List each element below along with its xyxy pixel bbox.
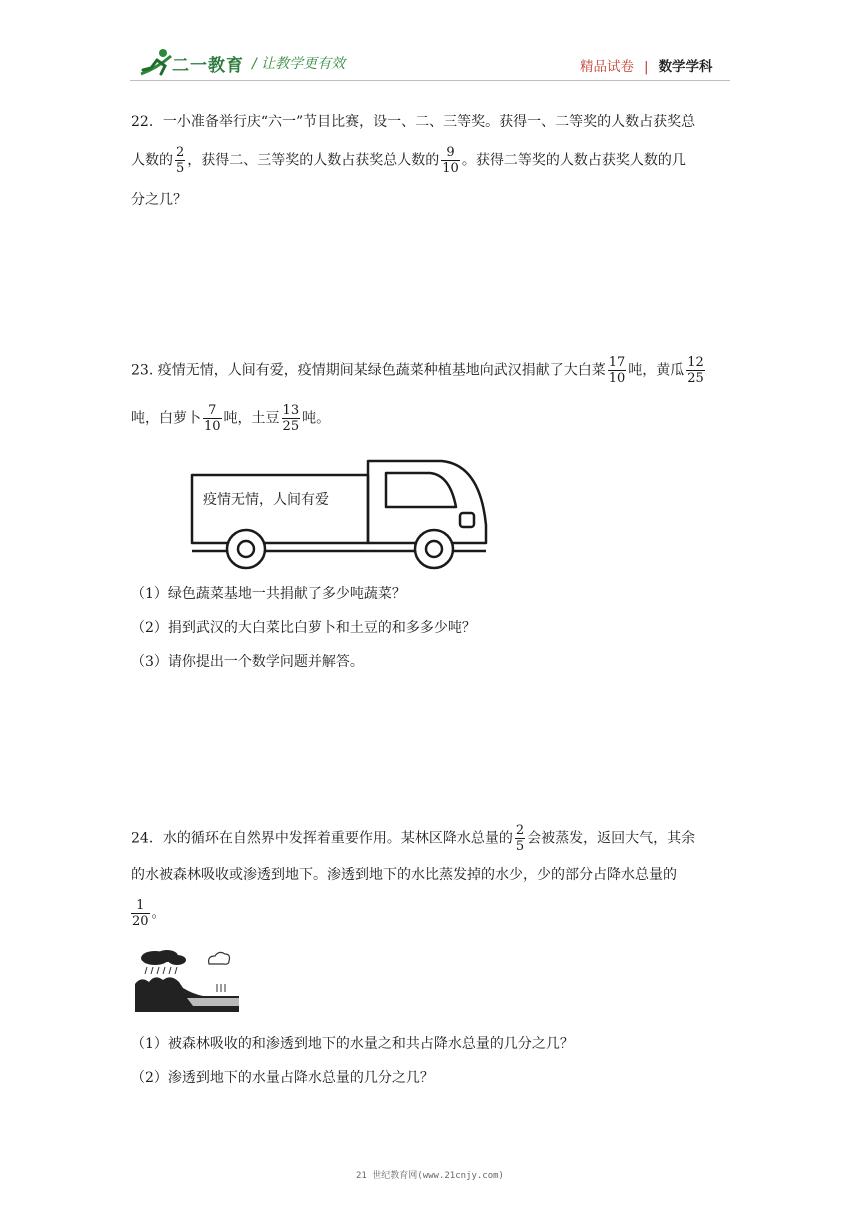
- fraction-numerator: 1: [136, 898, 145, 913]
- q23-text-b: 吨，黄瓜: [628, 362, 685, 379]
- q24-text-a: 24．水的循环在自然界中发挥着重要作用。某林区降水总量的: [131, 830, 513, 847]
- q22-line1: 22．一小准备举行庆“六一”节目比赛，设一、二、三等奖。获得一、二等奖的人数占获奖总: [131, 114, 696, 130]
- logo-text: 二一教育: [172, 56, 244, 76]
- water-surface: [187, 998, 239, 1006]
- rain-drops: [145, 967, 177, 974]
- q22-line3: 分之几？: [131, 192, 187, 208]
- q23-sub3: （3）请你提出一个数学问题并解答。: [131, 654, 364, 670]
- q24-text-b: 会被蒸发，返回大气，其余: [527, 830, 696, 847]
- fraction-numerator: 9: [446, 145, 455, 160]
- fraction-numerator: 2: [176, 145, 185, 160]
- q24-fraction-1-20: [131, 898, 150, 929]
- evaporation-arrows: [217, 984, 225, 992]
- q22-line2: [131, 145, 686, 176]
- q23-fraction-17-10: [608, 355, 627, 386]
- fraction-denominator: 5: [515, 839, 525, 854]
- q22-fraction-9-10: [441, 145, 460, 176]
- q23-line2: [131, 403, 330, 434]
- truck-light: [460, 513, 474, 527]
- q23-sub1: （1）绿色蔬菜基地一共捐献了多少吨蔬菜？: [131, 586, 406, 602]
- q22-text-a: 人数的: [131, 152, 173, 169]
- q24-line2: 的水被森林吸收或渗透到地下。渗透到地下的水比蒸发掉的水少，少的部分占降水总量的: [131, 867, 677, 883]
- forest-ground: [135, 977, 239, 1012]
- fraction-numerator: 12: [687, 355, 704, 370]
- q23-fraction-12-25: [686, 355, 705, 386]
- fraction-numerator: 17: [608, 355, 626, 370]
- q24-text-c: 。: [151, 905, 166, 922]
- q24-line3: [129, 898, 166, 929]
- truck-sign: 疫情无情，人间有爱: [203, 492, 329, 508]
- truck-window: [386, 473, 456, 507]
- cloud-outline-icon: [209, 952, 230, 964]
- fraction-denominator: 10: [608, 371, 626, 386]
- footer: 21 世纪教育网(www.21cnjy.com): [356, 1171, 504, 1181]
- q24-fraction-2-5: [515, 823, 525, 854]
- water-cycle-illustration: [133, 948, 241, 1012]
- truck-wheel-rear: [227, 530, 265, 568]
- q22-fraction-2-5: [175, 145, 185, 176]
- fraction-denominator: 5: [176, 161, 185, 176]
- header-right: [580, 55, 713, 75]
- header-label-quality: 精品试卷: [580, 59, 634, 75]
- q22-text-c: 。获得二等奖的人数占获奖人数的几: [461, 152, 686, 169]
- q23-text-d: 吨，土豆: [223, 410, 280, 427]
- fraction-numerator: 7: [208, 403, 217, 418]
- q23-fraction-13-25: [282, 403, 301, 434]
- fraction-denominator: 25: [687, 371, 704, 386]
- fraction-numerator: 13: [282, 403, 300, 418]
- q23-text-e: 吨。: [302, 410, 331, 427]
- q23-line1: [131, 355, 707, 386]
- truck-illustration: [190, 455, 490, 573]
- header-separator: |: [644, 59, 649, 75]
- q23-text-c: 吨，白萝卜: [131, 410, 201, 427]
- fraction-denominator: 25: [282, 419, 300, 434]
- rain-cloud-icon: [141, 950, 186, 965]
- q22-text-b: ，获得二、三等奖的人数占获奖总人数的: [187, 152, 440, 169]
- slogan: / 让教学更有效: [252, 56, 346, 72]
- q24-sub1: （1）被森林吸收的和渗透到地下的水量之和共占降水总量的几分之几？: [131, 1036, 574, 1052]
- fraction-numerator: 2: [515, 823, 525, 838]
- q24-sub2: （2）渗透到地下的水量占降水总量的几分之几？: [131, 1070, 434, 1086]
- q23-fraction-7-10: [203, 403, 222, 434]
- q24-line1: [131, 823, 695, 854]
- header-divider: [130, 80, 730, 81]
- q23-text-a: 23. 疫情无情，人间有爱，疫情期间某绿色蔬菜种植基地向武汉捐献了大白菜: [131, 362, 606, 379]
- fraction-denominator: 10: [204, 419, 221, 434]
- fraction-denominator: 10: [442, 161, 459, 176]
- header-label-subject: 数学学科: [658, 59, 713, 75]
- truck-wheel-front: [415, 530, 453, 568]
- q23-sub2: （2）捐到武汉的大白菜比白萝卜和土豆的和多多少吨？: [131, 620, 476, 636]
- fraction-denominator: 20: [132, 914, 149, 929]
